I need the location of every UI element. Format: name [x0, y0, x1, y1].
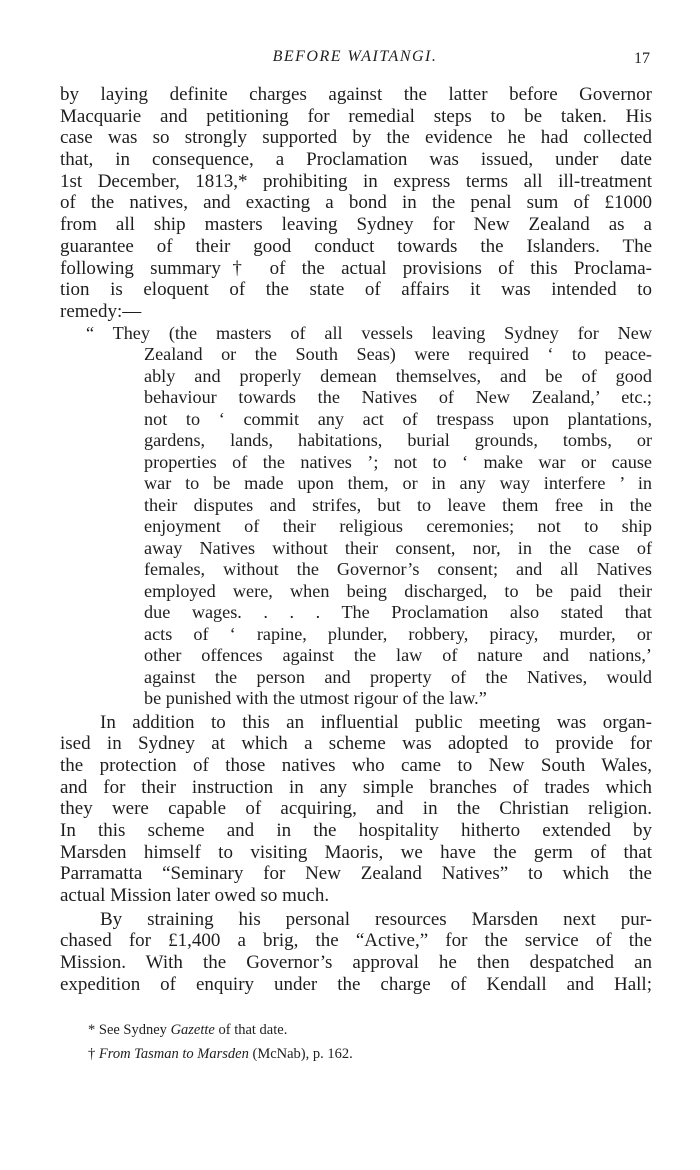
text-line: 1st December, 1813,* prohibiting in express terms all ill-treatment: [60, 170, 652, 192]
block-quote: [60, 323, 652, 710]
quote-line: away Natives without their consent, nor, in the case of: [144, 537, 652, 558]
quote-line: war to be made upon them, or in any way interfere ’ in: [144, 473, 652, 494]
text-line: following summary† of the actual provisions of this Proclama-: [60, 257, 652, 279]
quote-line: other offences against the law of nature and nations,’: [144, 645, 652, 666]
footnote-2-rest: (McNab), p. 162.: [252, 1046, 353, 1062]
text-line: In this scheme and in the hospitality hitherto extended by: [60, 820, 652, 841]
text-line: Parramatta “Seminary for New Zealand Natives” to which the: [60, 863, 652, 885]
quote-line: acts of ‘ rapine, plunder, robbery, piracy, murder, or: [144, 623, 652, 644]
text-line: from all ship masters leaving Sydney for New Zealand as a: [60, 214, 652, 236]
text-line: ised in Sydney at which a scheme was adopted to provide for: [60, 733, 652, 755]
footnotes: [88, 1018, 628, 1066]
text-line: By straining his personal resources Marsden next pur-: [100, 908, 652, 930]
running-head: [60, 48, 650, 72]
text-line: that, in consequence, a Proclamation was issued, under date: [60, 149, 652, 171]
quote-line: gardens, lands, habitations, burial grounds, tombs, or: [144, 430, 652, 451]
footnote-2: [88, 1042, 628, 1066]
text-line: Mission. With the Governor’s approval he then despatched an: [60, 952, 652, 974]
text-line: they were capable of acquiring, and in the Christian religion.: [60, 798, 652, 820]
footnote-2-mark: †: [88, 1046, 96, 1062]
text-line: of the natives, and exacting a bond in the penal sum of £1000: [60, 192, 652, 214]
quote-line: females, without the Governor’s consent; and all Natives: [144, 559, 652, 580]
text-line: remedy:—: [60, 300, 142, 322]
text-line: In addition to this an influential public meeting was organ-: [100, 711, 652, 733]
footnote-1-title: Gazette: [170, 1022, 215, 1038]
text-line: and for their instruction in any simple branches of trades which: [60, 776, 652, 798]
text-line: expedition of enquiry under the charge of Kendall and Hall;: [60, 973, 652, 995]
running-title: BEFORE WAITANGI.: [272, 48, 438, 65]
text-line: tion is eloquent of the state of affairs it was intended to: [60, 279, 652, 301]
quote-line: enjoyment of their religious ceremonies; not to ship: [144, 516, 652, 537]
quote-line: be punished with the utmost rigour of the law.”: [144, 688, 487, 709]
quote-line: employed were, when being discharged, to be paid their: [144, 580, 652, 601]
text-line: Macquarie and petitioning for remedial steps to be taken. His: [60, 105, 652, 127]
page-number: 17: [634, 50, 650, 67]
text-line: Marsden himself to visiting Maoris, we have the germ of that: [60, 841, 652, 863]
text-line: case was so strongly supported by the evidence he had collected: [60, 127, 652, 149]
quote-line: behaviour towards the Natives of New Zealand,’ etc.;: [144, 387, 652, 408]
quote-line: ably and properly demean themselves, and be of good: [144, 365, 652, 386]
quote-line: their disputes and strifes, but to leave them free in the: [144, 494, 652, 515]
footnote-1: [88, 1018, 628, 1042]
quote-line: not to ‘ commit any act of trespass upon plantations,: [144, 408, 652, 429]
text-line: the protection of those natives who came to New South Wales,: [60, 754, 652, 776]
quote-line: “ They (the masters of all vessels leaving Sydney for New: [86, 322, 652, 343]
paragraph-3: [60, 909, 652, 996]
text-line: actual Mission later owed so much.: [60, 885, 330, 907]
quote-line: Zealand or the South Seas) were required ‘ to peace-: [144, 344, 652, 365]
quote-line: against the person and property of the Natives, would: [144, 666, 652, 687]
footnote-1-lead: * See Sydney: [88, 1022, 167, 1038]
text-line: chased for £1,400 a brig, the “Active,” for the service of the: [60, 930, 652, 952]
paragraph-2: [60, 712, 652, 907]
body-text: [60, 84, 652, 996]
paragraph-1: [60, 84, 652, 323]
text-line: by laying definite charges against the latter before Governor: [60, 84, 652, 105]
quote-line: properties of the natives ’; not to ‘ make war or cause: [144, 451, 652, 472]
text-line: guarantee of their good conduct towards the Islanders. The: [60, 235, 652, 257]
footnote-1-rest: of that date.: [218, 1022, 288, 1038]
footnote-2-title: From Tasman to Marsden: [98, 1046, 249, 1062]
quote-line: due wages. . . . The Proclamation also stated that: [144, 602, 652, 623]
